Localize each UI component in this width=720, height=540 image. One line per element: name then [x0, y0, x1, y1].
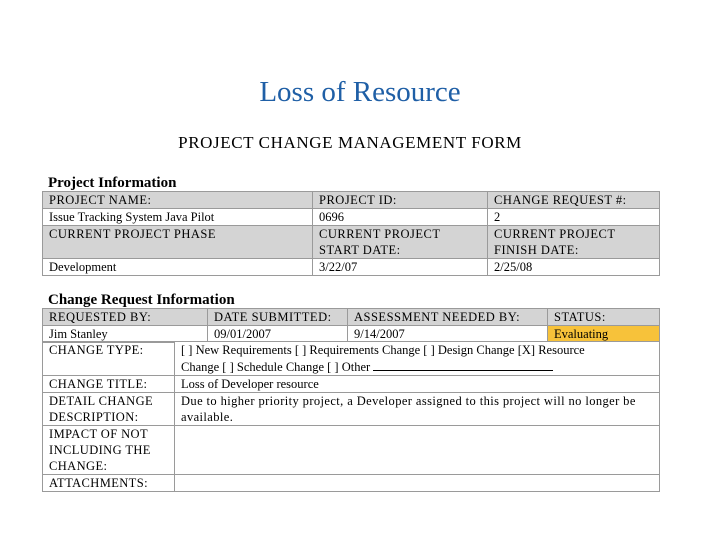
assessment-needed-by-label: ASSESSMENT NEEDED BY:: [348, 309, 548, 326]
detail-line1: Due to higher priority project, a Developer assigned to this project will no longer be: [181, 394, 636, 408]
change-details-table: [42, 341, 660, 492]
project-name-label: PROJECT NAME:: [43, 192, 313, 209]
impact-label-line3: CHANGE:: [49, 459, 108, 473]
start-date-label: [313, 226, 488, 259]
project-information-heading: Project Information: [48, 175, 177, 191]
impact-value: [175, 426, 660, 475]
attachments-label: ATTACHMENTS:: [43, 475, 175, 492]
current-phase-value: Development: [43, 259, 313, 276]
impact-label: [43, 426, 175, 475]
finish-date-label: [488, 226, 660, 259]
project-id-label: PROJECT ID:: [313, 192, 488, 209]
change-request-number-value: 2: [488, 209, 660, 226]
finish-date-label-line1: CURRENT PROJECT: [494, 227, 616, 241]
assessment-needed-by-value: 9/14/2007: [348, 326, 548, 343]
project-name-value: Issue Tracking System Java Pilot: [43, 209, 313, 226]
other-blank-line: [373, 358, 553, 371]
date-submitted-value: 09/01/2007: [208, 326, 348, 343]
requested-by-label: REQUESTED BY:: [43, 309, 208, 326]
attachments-value: [175, 475, 660, 492]
start-date-label-line2: START DATE:: [319, 243, 401, 257]
detail-label-line1: DETAIL CHANGE: [49, 394, 154, 408]
change-request-header-table: [42, 308, 660, 343]
change-title-value: Loss of Developer resource: [175, 376, 660, 393]
current-phase-label: CURRENT PROJECT PHASE: [43, 226, 313, 259]
change-type-line2: Change [ ] Schedule Change [ ] Other: [181, 360, 371, 374]
detail-description-label: [43, 393, 175, 426]
change-type-label: CHANGE TYPE:: [43, 342, 175, 376]
start-date-value: 3/22/07: [313, 259, 488, 276]
date-submitted-label: DATE SUBMITTED:: [208, 309, 348, 326]
slide-title: Loss of Resource: [259, 76, 461, 108]
detail-line2: available.: [181, 410, 234, 424]
change-type-line1: [ ] New Requirements [ ] Requirements Change [ ] Design Change [X] Resource: [181, 343, 585, 357]
status-label: STATUS:: [548, 309, 660, 326]
change-request-information-heading: Change Request Information: [48, 292, 235, 308]
start-date-label-line1: CURRENT PROJECT: [319, 227, 441, 241]
status-value: Evaluating: [548, 326, 660, 343]
change-request-number-label: CHANGE REQUEST #:: [488, 192, 660, 209]
finish-date-label-line2: FINISH DATE:: [494, 243, 579, 257]
finish-date-value: 2/25/08: [488, 259, 660, 276]
detail-label-line2: DESCRIPTION:: [49, 410, 139, 424]
form-title: PROJECT CHANGE MANAGEMENT FORM: [178, 133, 522, 152]
change-type-value: [175, 342, 660, 376]
change-title-label: CHANGE TITLE:: [43, 376, 175, 393]
project-id-value: 0696: [313, 209, 488, 226]
detail-description-value: [175, 393, 660, 426]
impact-label-line2: INCLUDING THE: [49, 443, 151, 457]
requested-by-value: Jim Stanley: [43, 326, 208, 343]
impact-label-line1: IMPACT OF NOT: [49, 427, 148, 441]
project-information-table: [42, 191, 660, 276]
